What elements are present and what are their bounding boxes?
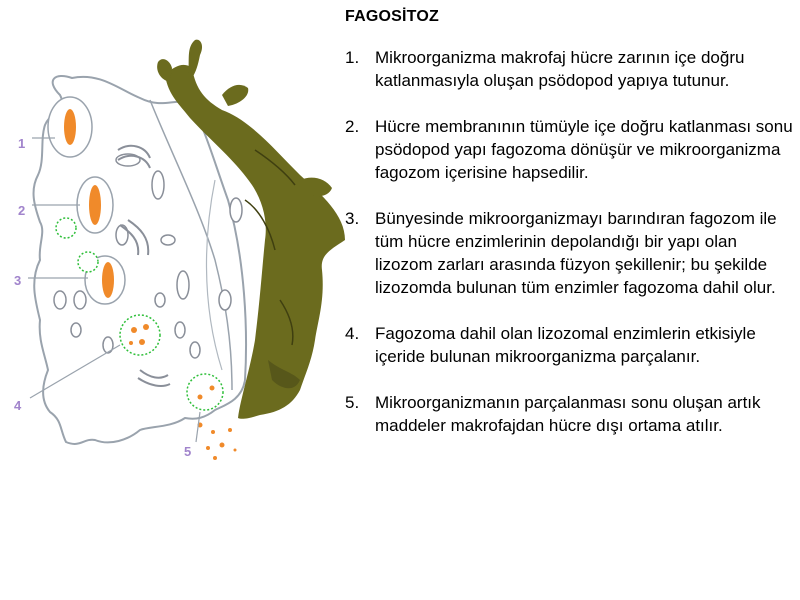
- diagram-label-1: 1: [18, 136, 26, 151]
- step-number: 4.: [345, 324, 360, 343]
- phagocytosis-diagram: [0, 0, 345, 470]
- step-text: Mikroorganizmanın parçalanması sonu oluşan artık maddeler makrofajdan hücre dışı ortama atılır.: [375, 393, 761, 435]
- step-text: Fagozoma dahil olan lizozomal enzimlerin etkisiyle içeride bulunan mikroorganizma parçalanır.: [375, 324, 756, 366]
- nucleus-lobe: [222, 85, 248, 106]
- fragment: [129, 341, 133, 345]
- step-number: 3.: [345, 209, 360, 228]
- nucleus-lobe: [157, 59, 172, 82]
- step-text: Hücre membranının tümüyle içe doğru katlanması sonu psödopod yapı fagozoma dönüşür ve mikroorganizma fagozom içerisine hapsedilir.: [375, 117, 793, 182]
- steps-list: [345, 46, 795, 437]
- bacterium: [64, 109, 76, 145]
- fragment: [143, 324, 149, 330]
- bacterium: [102, 262, 114, 298]
- list-item-step-3: [345, 207, 795, 299]
- fragment: [198, 395, 203, 400]
- text-panel: [345, 8, 795, 460]
- page-title: FAGOSİTOZ: [345, 8, 439, 25]
- list-item-step-4: [345, 322, 795, 368]
- fragment: [210, 386, 215, 391]
- macrophage-illustration: [0, 0, 345, 470]
- step-number: 5.: [345, 393, 360, 412]
- list-item-step-1: [345, 46, 795, 92]
- bacterium: [89, 185, 101, 225]
- step-text: Mikroorganizma makrofaj hücre zarının içe doğru katlanmasıyla oluşan psödopod yapıya tutunur.: [375, 48, 745, 90]
- fragment: [139, 339, 145, 345]
- step-number: 2.: [345, 117, 360, 136]
- diagram-label-3: 3: [14, 273, 22, 288]
- diagram-label-5: 5: [184, 444, 192, 459]
- diagram-label-2: 2: [18, 203, 26, 218]
- exocytosis-vesicle-stage-5: [187, 374, 223, 410]
- diagram-label-4: 4: [14, 398, 22, 413]
- step-text: Bünyesinde mikroorganizmayı barındıran fagozom ile tüm hücre enzimlerinin depolandığı bir yapı olan lizozom zarları arasında füzyon şekillenir; bu şekilde lizozomda bulunan tüm enzimler fagozoma dahil olur.: [375, 209, 777, 297]
- lysosome: [78, 252, 98, 272]
- list-item-step-2: [345, 115, 795, 184]
- list-item-step-5: [345, 391, 795, 437]
- lysosome: [56, 218, 76, 238]
- nucleus-lobe: [188, 40, 202, 78]
- fragment: [131, 327, 137, 333]
- step-number: 1.: [345, 48, 360, 67]
- released-debris: [198, 423, 237, 461]
- phagolysosome-stage-4: [120, 315, 160, 355]
